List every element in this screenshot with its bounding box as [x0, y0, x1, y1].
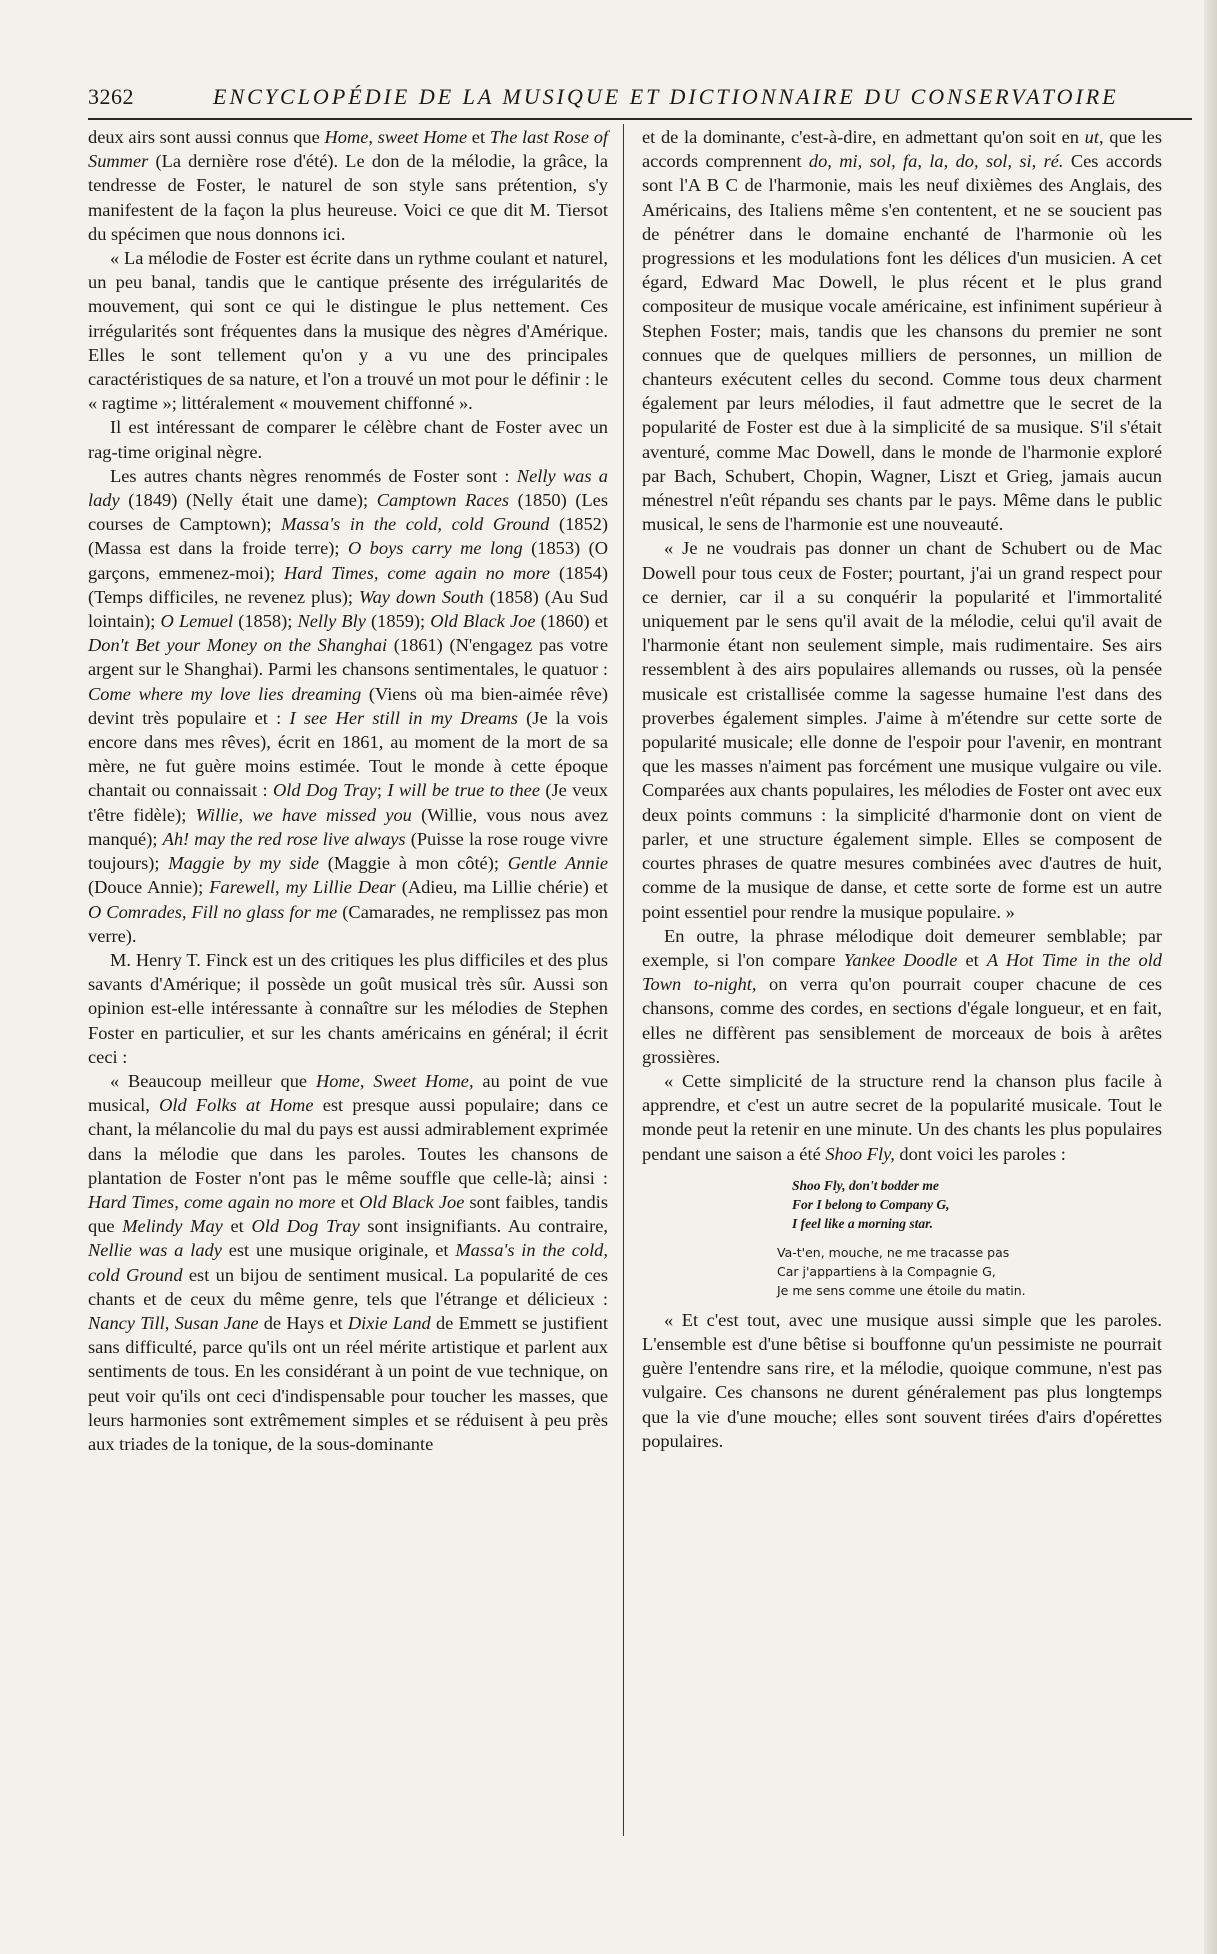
italic-title: Farewell, my Lillie Dear: [209, 877, 396, 898]
italic-title: Old Folks at Home: [159, 1095, 314, 1116]
song-lyrics-french: [642, 1243, 1162, 1300]
italic-title: Old Dog Tray: [273, 780, 377, 801]
quote-paragraph: « Beaucoup meilleur que Home, Sweet Home, au point de vue musical, Old Folks at Home est presque aussi populaire; dans ce chant, la mélancolie du mal du pays est aussi admirablement exprimée dans la mélodie que dans les paroles. Toutes les chansons de plantation de Foster n'ont pas le même souffle que celle-là; ainsi : Hard Times, come again no more et Old Black Joe sont faibles, tandis que Melindy May et Old Dog Tray sont insignifiants. Au contraire, Nellie was a lady est une musique originale, et Massa's in the cold, cold Ground est un bijou de sentiment musical. La popularité de ces chants et de ceux du même genre, tels que l'étrange et délicieux : Nancy Till, Susan Jane de Hays et Dixie Land de Emmett se justifient sans difficulté, parce qu'ils ont un réel mérite artistique et parlent aux sentiments de tous. En les considérant à un point de vue technique, on peut voir qu'ils ont ceci d'indispensable pour toucher les masses, que leurs harmonies sont extrêmement simples et se réduisent à peu près aux triades de la tonique, de la sous-dominante: [88, 1070, 609, 1454]
italic-title: Dixie Land: [347, 1312, 431, 1333]
italic-title: Nancy Till, Susan Jane: [88, 1312, 259, 1333]
italic-title: ut,: [1084, 127, 1104, 147]
page-edge: [1204, 0, 1217, 1954]
italic-title: O boys carry me long: [347, 538, 523, 559]
italic-title: O Comrades, Fill no glass for me: [88, 901, 338, 922]
song-lyrics-english: [642, 1176, 1162, 1233]
italic-title: Gentle Annie: [507, 853, 608, 874]
italic-title: Shoo Fly,: [825, 1143, 895, 1164]
italic-title: A Hot Time in the old Town to-night,: [642, 949, 1162, 995]
paragraph: M. Henry T. Finck est un des critiques les plus difficiles et des plus savants d'Amérique; il possède un goût musical très sûr. Aussi son opinion est-elle intéressante à connaître sur les mélodies de Stephen Foster en particulier, et sur les chants américains en général; il écrit ceci :: [88, 949, 608, 1067]
italic-title: Willie, we have missed you: [195, 804, 412, 825]
italic-title: Hard Times, come again no more: [283, 562, 551, 583]
paragraph: En outre, la phrase mélodique doit demeurer semblable; par exemple, si l'on compare Yankee Doodle et A Hot Time in the old Town to-night, on verra qu'on pourrait couper chacune de ces chansons, comme des cordes, en sections d'égale longueur, et en fait, elles ne diffèrent pas sensiblement de morceaux de bois à arêtes grossières.: [642, 925, 1162, 1067]
lyric-line: For I belong to Company G,: [792, 1196, 950, 1212]
paragraph: Il est intéressant de comparer le célèbre chant de Foster avec un rag-time original nègre.: [88, 417, 608, 462]
italic-title: Old Black Joe: [430, 611, 536, 632]
italic-title: I will be true to thee: [387, 780, 540, 801]
quote-paragraph: « Et c'est tout, avec une musique aussi simple que les paroles. L'ensemble est d'une bêtise si bouffonne qu'un pessimiste ne pourrait guère l'entendre sans rire, et la mélodie, quoique commune, n'est pas vulgaire. Ces chansons ne durent généralement pas plus longtemps que la vie d'une mouche; elles sont souvent tirées d'airs d'opérettes populaires.: [642, 1309, 1162, 1451]
italic-title: Massa's in the cold, cold Ground: [88, 1240, 608, 1285]
italic-title: Camptown Races: [376, 490, 510, 511]
lyric-line: Je me sens comme une étoile du matin.: [777, 1282, 1026, 1298]
lyric-line: Va-t'en, mouche, ne me tracasse pas: [777, 1244, 1010, 1260]
page-number: 3262: [88, 84, 134, 109]
left-column: [88, 125, 608, 1456]
paragraph: et de la dominante, c'est-à-dire, en admettant qu'on soit en ut, que les accords comprennent do, mi, sol, fa, la, do, sol, si, ré. Ces accords sont l'A B C de l'harmonie, mais les neuf dixièmes des Anglais, des Américains, des Italiens même s'en contentent, et ne se soucient pas de pénétrer dans le domaine enchanté de l'harmonie où les progressions et les modulations font les délices d'un musicien. A cet égard, Edward Mac Dowell, le plus récent et le plus grand compositeur de musique vocale américaine, est infiniment supérieur à Stephen Foster; mais, tandis que les chansons du premier ne sont connues que de quelques milliers de personnes, un million de chanteurs exécutent celles du second. Comme tous deux charment également par leurs mélodies, il faut admettre que le secret de la popularité de Foster est due à la simplicité de sa musique. S'il s'était aventuré, comme Mac Dowell, dans le monde de l'harmonie exploré par Bach, Schubert, Chopin, Wagner, Liszt et Grieg, jamais aucun ménestrel n'eût répandu ses chants par le pays. Même dans le public musical, le sens de l'harmonie est une nouveauté.: [642, 127, 1162, 535]
italic-title: Way down South: [358, 586, 484, 607]
quote-paragraph: « Cette simplicité de la structure rend la chanson plus facile à apprendre, et c'est un autre secret de la popularité musicale. Tout le monde peut la retenir en une minute. Un des chants les plus populaires pendant une saison a été Shoo Fly, dont voici les paroles :: [642, 1070, 1162, 1164]
italic-title: Nelly Bly: [297, 611, 366, 632]
italic-title: Massa's in the cold, cold Ground: [281, 514, 550, 535]
italic-title: Nellie was a lady: [88, 1240, 222, 1261]
lyric-line: Car j'appartiens à la Compagnie G,: [777, 1263, 996, 1279]
italic-title: Come where my love lies dreaming: [88, 683, 362, 704]
italic-title: Old Dog Tray: [251, 1216, 360, 1237]
right-column: [642, 125, 1162, 1453]
italic-title: Home, Sweet Home,: [315, 1070, 474, 1091]
running-title: ENCYCLOPÉDIE DE LA MUSIQUE ET DICTIONNAIRE DU CONSERVATOIRE: [213, 84, 1119, 109]
italic-title: Old Black Joe: [359, 1191, 465, 1212]
column-divider: [623, 124, 624, 1836]
italic-title: Don't Bet your Money on the Shanghai: [88, 635, 388, 656]
italic-title: The last Rose of Summer: [88, 127, 609, 172]
quote-paragraph: « Je ne voudrais pas donner un chant de Schubert ou de Mac Dowell pour tous ceux de Foster; pourtant, j'ai un grand respect pour ce dernier, car il a su conquérir la popularité et l'immortalité uniquement par le sens qu'il avait de la mélodie, celui qu'il avait de l'harmonie étant non seulement simple, mais rudimentaire. Ses airs ressemblent à des airs populaires allemands ou russes, où la pensée musicale est cristallisée comme la sagesse humaine l'est dans des proverbes également simples. J'aime à m'étendre sur cette sorte de popularité musicale; elle donne de l'espoir pour l'avenir, en montrant que les masses n'aiment pas forcément une musique vulgaire ou vile. Comparées aux chants populaires, les mélodies de Foster ont avec eux deux points communs : la simplicité d'harmonie dont on vient de parler, et une structure également simple. Elles se composent de courtes phrases de quatre mesures combinées avec d'autres de huit, comme de la musique de danse, et cette sorte de forme est un autre point essentiel pour rendre la musique populaire. »: [642, 538, 1162, 922]
italic-title: O Lemuel: [160, 611, 234, 632]
italic-title: Nelly was a lady: [88, 465, 609, 511]
paragraph: deux airs sont aussi connus que Home, sweet Home et The last Rose of Summer (La dernière rose d'été). Le don de la mélodie, la grâce, la tendresse de Foster, le naturel de son style sans prétention, s'y manifestent de la façon la plus heureuse. Voici ce que dit M. Tiersot du spécimen que nous donnons ici.: [88, 127, 609, 244]
lyric-line: I feel like a morning star.: [792, 1215, 934, 1231]
page-header: [88, 82, 1192, 120]
lyric-line: Shoo Fly, don't bodder me: [792, 1177, 939, 1193]
paragraph: Les autres chants nègres renommés de Foster sont : Nelly was a lady (1849) (Nelly était une dame); Camptown Races (1850) (Les courses de Camptown); Massa's in the cold, cold Ground (1852) (Massa est dans la froide terre); O boys carry me long (1853) (O garçons, emmenez-moi); Hard Times, come again no more (1854) (Temps difficiles, ne revenez plus); Way down South (1858) (Au Sud lointain); O Lemuel (1858); Nelly Bly (1859); Old Black Joe (1860) et Don't Bet your Money on the Shanghai (1861) (N'engagez pas votre argent sur le Shanghai). Parmi les chansons sentimentales, le quatuor : Come where my love lies dreaming (Viens où ma bien-aimée rêve) devint très populaire et : I see Her still in my Dreams (Je la vois encore dans mes rêves), écrit en 1861, au moment de la mort de sa mère, ne fut guère moins estimée. Tout le monde à cette époque chantait ou connaissait : Old Dog Tray; I will be true to thee (Je veux t'être fidèle); Willie, we have missed you (Willie, vous nous avez manqué); Ah! may the red rose live always (Puisse la rose rouge vivre toujours); Maggie by my side (Maggie à mon côté); Gentle Annie (Douce Annie); Farewell, my Lillie Dear (Adieu, ma Lillie chérie) et O Comrades, Fill no glass for me (Camarades, ne remplissez pas mon verre).: [88, 465, 609, 946]
quote-paragraph: « La mélodie de Foster est écrite dans un rythme coulant et naturel, un peu banal, tandis que le cantique présente des irrégularités de mouvement, qui sont ce qui le distingue le plus nettement. Ces irrégularités sont fréquentes dans la musique des nègres d'Amérique. Elles le sont tellement qu'on y a vu une des principales caractéristiques de sa nature, et l'on a trouvé un mot pour le définir : le « ragtime »; littéralement « mouvement chiffonné ».: [88, 248, 608, 414]
italic-title: Yankee Doodle: [843, 949, 958, 970]
italic-title: I see Her still in my Dreams: [289, 707, 518, 728]
italic-title: Ah! may the red rose live always: [162, 828, 406, 849]
italic-title: Hard Times, come again no more: [88, 1191, 336, 1212]
italic-title: Home, sweet Home: [324, 127, 468, 147]
italic-title: Melindy May: [122, 1216, 223, 1237]
italic-title: Maggie by my side: [168, 853, 320, 874]
italic-title: do, mi, sol, fa, la, do, sol, si, ré.: [808, 151, 1064, 172]
